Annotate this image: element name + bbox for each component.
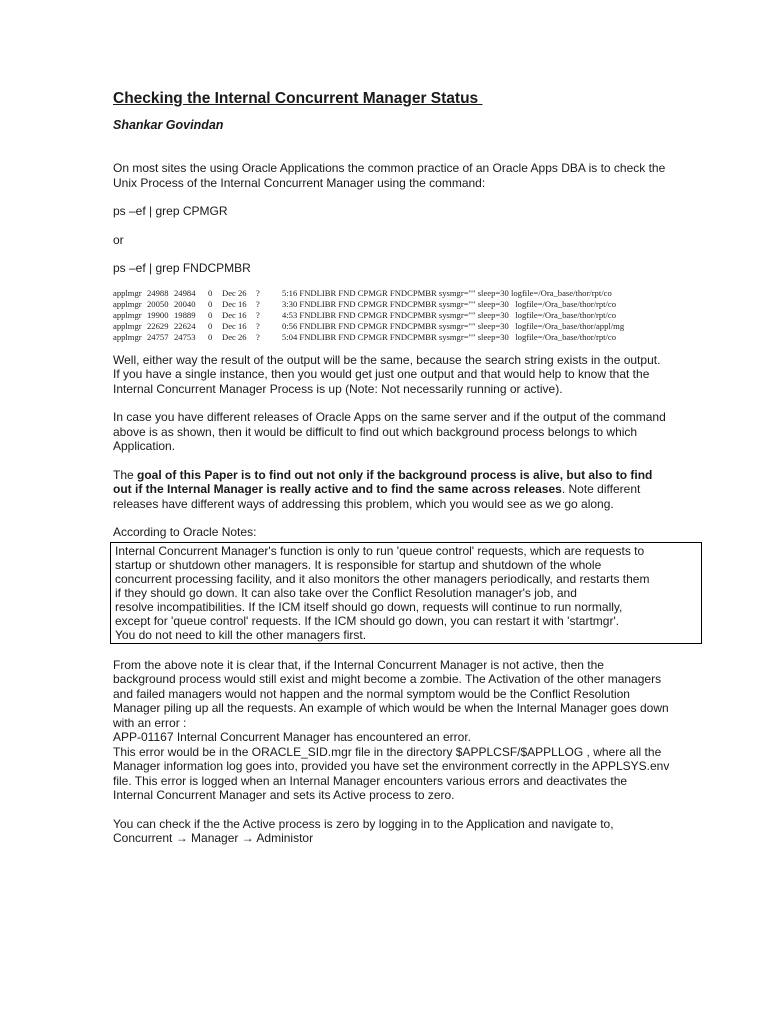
intro-paragraph [113, 161, 703, 190]
text-line: file. This error is logged when an Internal Manager encounters various errors and deactivates the [113, 773, 628, 788]
paragraph-check [113, 817, 703, 846]
text-line: In case you have different releases of Oracle Apps on the same server and if the output of the command [113, 410, 666, 424]
oracle-notes-label: According to Oracle Notes: [113, 525, 257, 539]
text-line: startup or shutdown other managers. It is responsible for startup and shutdown of the whole [115, 557, 602, 572]
text-line: background process would still exist and might become a zombie. The Activation of the other managers [113, 672, 662, 686]
paragraph-goal [113, 468, 703, 512]
text-line: Manager information log goes into, provided you have set the environment correctly in the APPLSYS.env [113, 759, 670, 773]
text-line: concurrent processing facility, and it also monitors the other managers periodically, and restarts them [115, 571, 650, 586]
text-line: releases have different ways of addressing this problem, which you would see as we go along. [113, 496, 614, 511]
text-line: Internal Concurrent Manager's function is only to run 'queue control' requests, which are requests to [115, 543, 645, 558]
text-line: Manager piling up all the requests. An example of which would be when the Internal Manager goes down [113, 701, 669, 715]
text-line: On most sites the using Oracle Applications the common practice of an Oracle Apps DBA is to check the [113, 161, 666, 175]
document-title: Checking the Internal Concurrent Manager Status [113, 90, 483, 107]
command-fndcpmbr: ps –ef | grep FNDCPMBR [113, 261, 251, 275]
goal-bold-text: out if the Internal Manager is really active and to find the same across releases [113, 482, 562, 496]
text-line: except for 'queue control' requests. If the ICM should go down, you can restart it with 'startmgr'. [115, 613, 620, 628]
text-line: with an error : [113, 715, 187, 730]
paragraph-result [113, 353, 703, 397]
text-line: This error would be in the ORACLE_SID.mgr file in the directory $APPLCSF/$APPLLOG , where all the [113, 744, 662, 759]
ps-output-row: applmgr 22629 22624 0 Dec 16 ? 0:56 FNDLIBR FND CPMGR FNDCPMBR sysmgr="" sleep=30 logfile=/Ora_base/thor/appl/mg [113, 320, 625, 331]
error-line: APP-01167 Internal Concurrent Manager has encountered an error. [113, 730, 471, 744]
text-line: resolve incompatibilities. If the ICM itself should go down, requests will continue to run normally, [115, 599, 623, 614]
or-text: or [113, 232, 124, 247]
text-line: You can check if the the Active process is zero by logging in to the Application and navigate to, [113, 816, 614, 831]
text-line: out if the Internal Manager is really active and to find the same across releases. Note different [113, 482, 641, 496]
navigation-path: Concurrent → Manager → Administor [113, 831, 314, 845]
goal-bold-text: goal of this Paper is to find out not only if the background process is alive, but also to find [137, 467, 653, 482]
oracle-note-box [110, 542, 702, 644]
ps-output-listing [113, 288, 703, 343]
document-page [113, 90, 703, 846]
text-line: Well, either way the result of the output will be the same, because the search string exists in the output. [113, 352, 661, 367]
command-cpmgr: ps –ef | grep CPMGR [113, 204, 228, 218]
text-line: If you have a single instance, then you would get just one output and that would help to know that the [113, 367, 650, 381]
text-line: above is as shown, then it would be difficult to find out which background process belongs to which [113, 424, 638, 439]
text-line: if they should go down. It can also take over the Conflict Resolution manager's job, and [115, 585, 577, 600]
paragraph-from-note [113, 658, 703, 803]
text-line: Unix Process of the Internal Concurrent Manager using the command: [113, 175, 486, 190]
text-line: and failed managers would not happen and the normal symptom would be the Conflict Resolution [113, 686, 630, 701]
author-name: Shankar Govindan [113, 118, 224, 132]
text-line: From the above note it is clear that, if the Internal Concurrent Manager is not active, then the [113, 657, 604, 672]
text-line: Internal Concurrent Manager Process is up (Note: Not necessarily running or active). [113, 381, 563, 396]
text-line: Application. [113, 439, 176, 453]
text-line: You do not need to kill the other managers first. [115, 627, 367, 642]
text-line: Internal Concurrent Manager and sets its Active process to zero. [113, 788, 455, 802]
ps-output-row: applmgr 20050 20040 0 Dec 16 ? 3:30 FNDLIBR FND CPMGR FNDCPMBR sysmgr="" sleep=30 logfile=/Ora_base/thor/rpt/co [113, 298, 617, 309]
ps-output-row: applmgr 24757 24753 0 Dec 26 ? 5:04 FNDLIBR FND CPMGR FNDCPMBR sysmgr="" sleep=30 logfile=/Ora_base/thor/rpt/co [113, 331, 617, 342]
text-line: The goal of this Paper is to find out not only if the background process is alive, but also to find [113, 467, 653, 482]
ps-output-row: applmgr 19900 19889 0 Dec 16 ? 4:53 FNDLIBR FND CPMGR FNDCPMBR sysmgr="" sleep=30 logfile=/Ora_base/thor/rpt/co [113, 309, 617, 320]
ps-output-row: applmgr 24988 24984 0 Dec 26 ? 5:16 FNDLIBR FND CPMGR FNDCPMBR sysmgr="" sleep=30 logfile=/Ora_base/thor/rpt/co [113, 287, 612, 298]
paragraph-releases [113, 410, 703, 454]
